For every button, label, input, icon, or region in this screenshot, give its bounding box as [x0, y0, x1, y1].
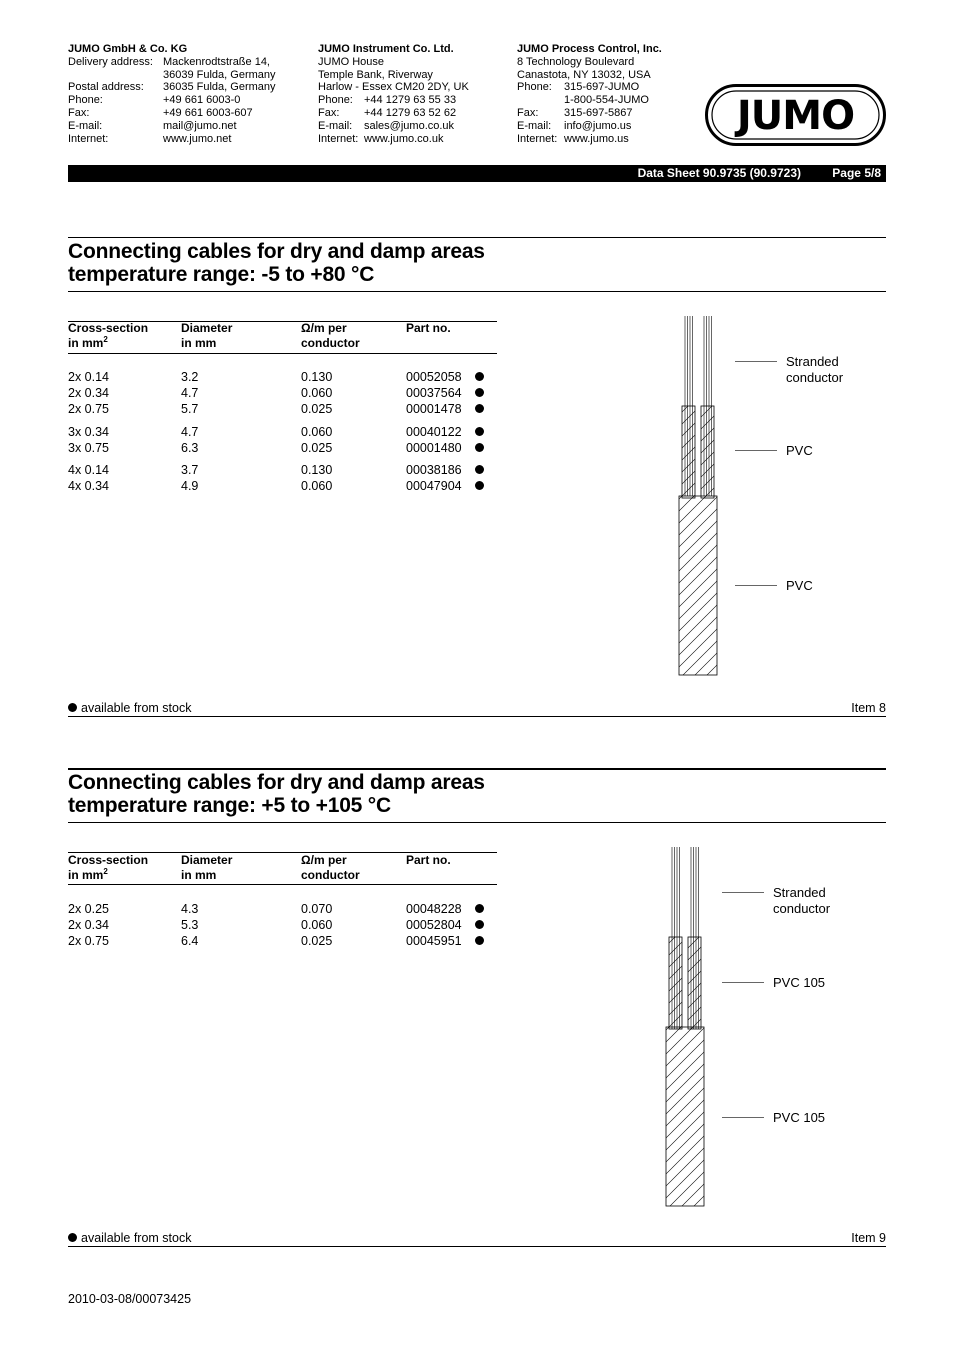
stock-dot — [475, 920, 484, 929]
leader-line — [722, 892, 764, 893]
header-diameter: Diameter in mm — [181, 853, 233, 882]
document-reference: 2010-03-08/00073425 — [68, 1292, 192, 1306]
stock-dot — [475, 443, 484, 452]
company-name: JUMO GmbH & Co. KG — [68, 43, 188, 55]
address-block-germany — [68, 43, 276, 145]
jumo-logo — [705, 84, 886, 146]
cable-drawing — [657, 847, 737, 1209]
inner-insulation-2 — [688, 937, 701, 1029]
address-row: 36039 Fulda, Germany — [163, 68, 276, 81]
address-row: Fax: +49 661 6003-607 — [68, 106, 253, 119]
outer-jacket — [679, 496, 717, 675]
address-row: Postal address: 36035 Fulda, Germany — [68, 81, 276, 94]
header-cross-section: Cross-section in $mm^2$ — [68, 853, 149, 882]
address-row: Internet: www.jumo.us — [517, 132, 629, 145]
header-diameter: Diameter in mm — [181, 321, 233, 350]
company-name: JUMO Process Control, Inc. — [517, 43, 662, 55]
stock-dot — [475, 481, 484, 490]
item-number: Item 9 — [851, 1231, 886, 1245]
address-block-uk — [318, 43, 469, 145]
address-row: 1-800-554-JUMO — [564, 94, 649, 107]
inner-insulation-2 — [701, 406, 714, 498]
stock-dot — [475, 404, 484, 413]
table-header-rule — [68, 884, 497, 885]
header-cross-section: Cross-section in $mm^2$ — [68, 321, 149, 350]
section-title: Connecting cables for dry and damp areas temperature range: +5 to +105 °C — [68, 771, 485, 817]
label-inner-insulation: PVC — [786, 443, 813, 458]
inner-insulation-1 — [682, 406, 695, 498]
header-part-no: Part no. — [406, 853, 451, 867]
stock-dot — [475, 372, 484, 381]
label-stranded-conductor: Stranded conductor — [786, 354, 844, 385]
label-stranded-conductor: Stranded conductor — [773, 885, 831, 916]
stock-dot — [475, 904, 484, 913]
outer-jacket — [666, 1027, 704, 1206]
section-top-rule — [68, 768, 886, 770]
address-row: Temple Bank, Riverway — [318, 68, 433, 81]
address-row: JUMO House — [318, 55, 385, 68]
label-outer-jacket: PVC — [786, 578, 813, 593]
leader-line — [735, 450, 777, 451]
address-block-usa — [517, 43, 662, 145]
data-sheet-number: Data Sheet 90.9735 (90.9723) — [637, 166, 801, 180]
data-sheet-bar — [68, 165, 886, 182]
stock-footnote: available from stock — [68, 701, 191, 715]
address-row: Canastota, NY 13032, USA — [517, 68, 651, 81]
address-row: Phone: +44 1279 63 55 33 — [318, 94, 457, 107]
header-part-no: Part no. — [406, 321, 451, 335]
leader-line — [735, 361, 777, 362]
address-row: 8 Technology Boulevard — [517, 55, 635, 68]
header-resistance: Ω/m per conductor — [301, 321, 360, 350]
stock-dot — [475, 427, 484, 436]
cable-drawing — [670, 316, 750, 678]
stock-footnote: available from stock — [68, 1231, 191, 1245]
address-row: Fax: 315-697-5867 — [517, 106, 633, 119]
address-row: Delivery address: Mackenrodtstraße 14, — [68, 55, 270, 68]
label-outer-jacket: PVC 105 — [773, 1110, 826, 1125]
section-bottom-rule — [68, 1246, 886, 1247]
inner-insulation-1 — [669, 937, 682, 1029]
address-row: Internet: www.jumo.co.uk — [318, 132, 444, 145]
logo-wordmark: JUMO — [736, 93, 855, 139]
address-row: E-mail: sales@jumo.co.uk — [318, 119, 455, 132]
address-row: Phone: +49 661 6003-0 — [68, 94, 241, 107]
stock-dot — [68, 703, 77, 712]
section-title: Connecting cables for dry and damp areas temperature range: -5 to +80 °C — [68, 240, 485, 286]
header-resistance: Ω/m per conductor — [301, 853, 360, 882]
stock-dot — [475, 388, 484, 397]
leader-line — [735, 585, 777, 586]
leader-line — [722, 982, 764, 983]
section-bottom-rule — [68, 716, 886, 717]
stock-dot — [68, 1233, 77, 1242]
section-top-rule — [68, 237, 886, 238]
address-row: Internet: www.jumo.net — [68, 132, 232, 145]
label-inner-insulation: PVC 105 — [773, 975, 826, 990]
leader-line — [722, 1117, 764, 1118]
address-row: Phone: 315-697-JUMO — [517, 81, 640, 94]
item-number: Item 8 — [851, 701, 886, 715]
address-row: E-mail: mail@jumo.net — [68, 119, 237, 132]
address-row: E-mail: info@jumo.us — [517, 119, 632, 132]
table-header-rule — [68, 353, 497, 354]
company-name: JUMO Instrument Co. Ltd. — [318, 43, 454, 55]
section-title-rule — [68, 822, 886, 823]
page-number: Page 5/8 — [832, 166, 881, 180]
stock-dot — [475, 936, 484, 945]
address-row: Harlow - Essex CM20 2DY, UK — [318, 81, 469, 94]
stock-dot — [475, 465, 484, 474]
address-row: Fax: +44 1279 63 52 62 — [318, 106, 457, 119]
section-title-rule — [68, 291, 886, 292]
